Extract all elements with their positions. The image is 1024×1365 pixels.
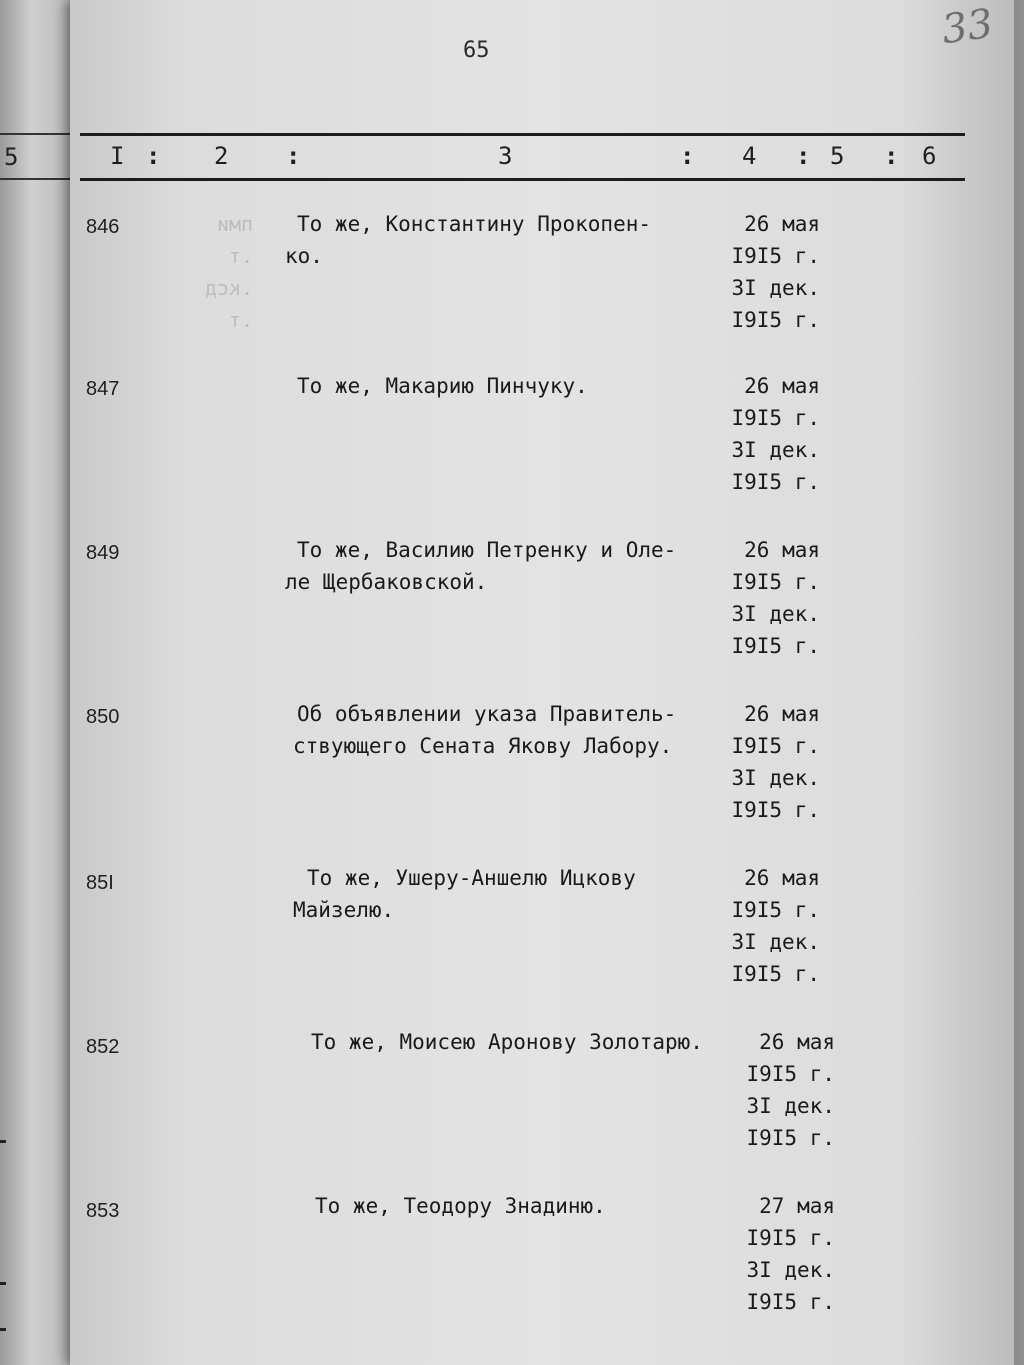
entry-number: 85I: [86, 872, 114, 894]
table-header-rule-top: [80, 133, 965, 136]
entry-dates: 26 мая I9I5 г. 3I дек. I9I5 г.: [731, 374, 820, 494]
header-col-5: 5: [830, 142, 845, 170]
entry-description: Об объявлении указа Правитель- ствующего Сената Якову Лабору.: [293, 702, 677, 758]
document-page: [70, 0, 1014, 1365]
entry-dates: 26 мая I9I5 г. 3I дек. I9I5 г.: [731, 538, 820, 658]
entry-number: 853: [86, 1200, 120, 1222]
entry-description: То же, Василию Петренку и Оле- ле Щербаковской.: [285, 538, 677, 594]
entry-description: То же, Теодору Знадиню.: [315, 1194, 606, 1218]
entry-dates: 26 мая I9I5 г. 3I дек. I9I5 г.: [731, 702, 820, 822]
entry-description: То же, Моисею Аронову Золотарю.: [311, 1030, 703, 1054]
entry-number: 850: [86, 706, 120, 728]
left-page-edge: [0, 0, 78, 1365]
header-separator: :: [796, 142, 811, 170]
entry-number: 852: [86, 1036, 120, 1058]
archive-sheet-mark: 33: [939, 0, 996, 54]
margin-mark: [0, 1140, 6, 1143]
entry-dates: 26 мая I9I5 г. 3I дек. I9I5 г.: [731, 866, 820, 986]
entry-number: 847: [86, 378, 120, 400]
page-number: 65: [463, 38, 490, 63]
header-col-1: I: [110, 142, 125, 170]
entry-number: 846: [86, 216, 120, 238]
entry-description: То же, Ушеру-Аншелю Ицкову Майзелю.: [293, 866, 636, 922]
entry-description: То же, Константину Прокопен- ко.: [285, 212, 652, 268]
entry-dates: 26 мая I9I5 г. 3I дек. I9I5 г.: [746, 1030, 835, 1150]
left-page-column-number: 5: [4, 143, 25, 171]
entry-dates: 27 мая I9I5 г. 3I дек. I9I5 г.: [746, 1194, 835, 1314]
entry-dates: 26 мая I9I5 г. 3I дек. I9I5 г.: [731, 212, 820, 332]
header-col-6: 6: [922, 142, 937, 170]
entry-description: То же, Макарию Пинчуку.: [297, 374, 588, 398]
left-page-rule-bottom: [0, 178, 78, 180]
margin-mark: [0, 1328, 6, 1331]
header-separator: :: [146, 142, 161, 170]
left-page-rule-top: [0, 133, 78, 135]
header-col-3: 3: [498, 142, 513, 170]
margin-mark: [0, 1282, 6, 1285]
header-separator: :: [884, 142, 899, 170]
entry-number: 849: [86, 542, 120, 564]
header-col-2: 2: [214, 142, 229, 170]
bleed-through-text: пми .т .ксд .т: [205, 212, 254, 332]
header-separator: :: [680, 142, 695, 170]
header-col-4: 4: [742, 142, 757, 170]
header-separator: :: [286, 142, 301, 170]
table-header-rule-bottom: [80, 178, 965, 181]
